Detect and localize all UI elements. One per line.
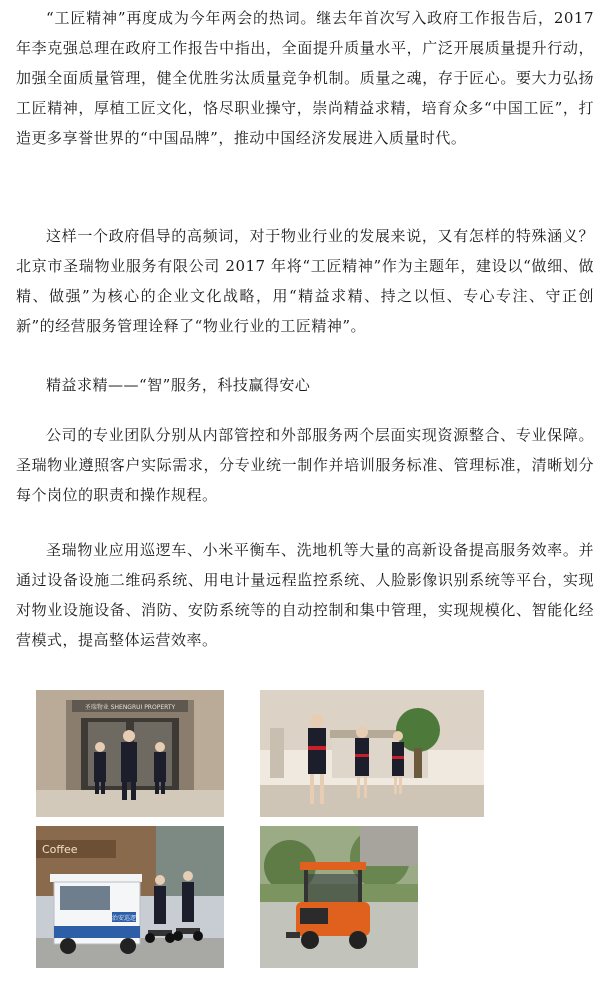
- reception-staff-photo: [260, 690, 484, 817]
- patrol-vehicles-photo: [36, 826, 224, 968]
- floor-sweeper-photo: [260, 826, 418, 968]
- section-heading: 精益求精——“智”服务，科技赢得安心: [46, 376, 311, 394]
- team-paragraph: 公司的专业团队分别从内部管控和外部服务两个层面实现资源整合、专业保障。圣瑞物业遵照客户实际需求，分专业统一制作并培训服务标准、管理标准，清晰划分每个岗位的职责和操作规程。: [16, 426, 594, 504]
- context-paragraph: 这样一个政府倡导的高频词，对于物业行业的发展来说，又有怎样的特殊涵义？北京市圣瑞物业服务有限公司 2017 年将“工匠精神”作为主题年，建设以“做细、做精、做强”为核心的企业文化战略，用“精益求精、持之以恒、专心专注、守正创新”的经营服务管理诠释了“物业行业的工匠精神”。: [16, 227, 594, 335]
- patrol-car-label: 治安巡逻: [111, 915, 137, 922]
- entrance-sign: 圣瑞物业 SHENGRUI PROPERTY: [84, 704, 176, 711]
- equipment-paragraph: 圣瑞物业应用巡逻车、小米平衡车、洗地机等大量的高新设备提高服务效率。并通过设备设施二维码系统、用电计量远程监控系统、人脸影像识别系统等平台，实现对物业设施设备、消防、安防系统等的自动控制和集中管理，实现规模化、智能化经营模式，提高整体运营效率。: [16, 541, 594, 649]
- staff-entrance-photo: [36, 690, 224, 817]
- cafe-sign: Coffee: [42, 843, 78, 856]
- intro-paragraph: “工匠精神”再度成为今年两会的热词。继去年首次写入政府工作报告后，2017 年李克强总理在政府工作报告中指出，全面提升质量水平，广泛开展质量提升行动，加强全面质量管理，健全优胜劣汰质量竞争机制。质量之魂，存于匠心。要大力弘扬工匠精神，厚植工匠文化，恪尽职业操守，崇尚精益求精，培育众多“中国工匠”，打造更多享誉世界的“中国品牌”，推动中国经济发展进入质量时代。: [16, 9, 594, 147]
